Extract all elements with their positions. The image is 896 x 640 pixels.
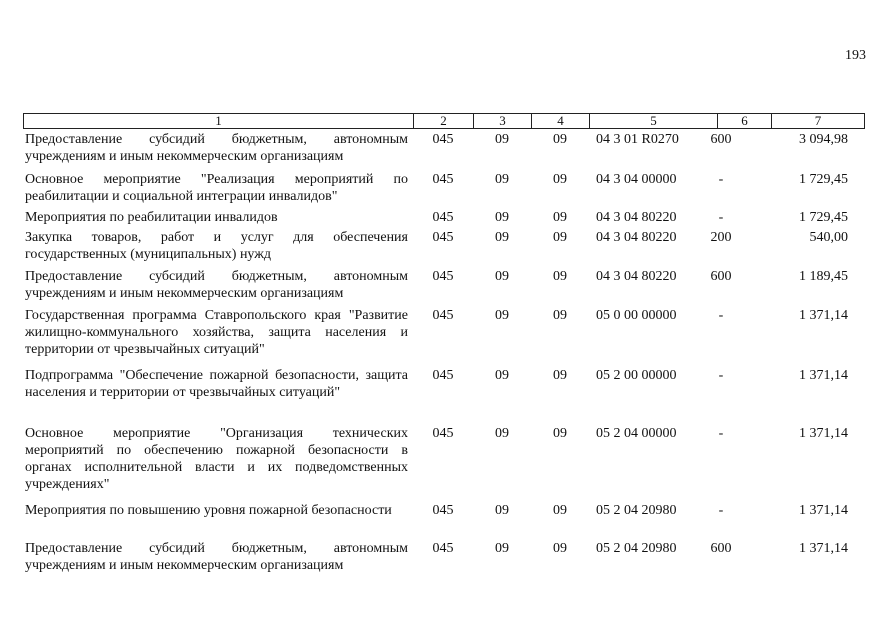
- row-col3: 09: [495, 426, 509, 441]
- row-col4: 09: [553, 172, 567, 187]
- row-col7: 540,00: [809, 230, 848, 245]
- row-col2: 045: [432, 308, 454, 323]
- row-col3: 09: [495, 541, 509, 556]
- row-col6: -: [718, 210, 724, 225]
- row-col5: 04 3 01 R0270: [596, 132, 679, 147]
- row-col7: 1 371,14: [799, 503, 848, 518]
- row-name: Предоставление субсидий бюджетным, автономным учреждениям и иным некоммерческим организациям: [25, 269, 408, 301]
- row-col2: 045: [432, 269, 454, 284]
- row-name: Закупка товаров, работ и услуг для обеспечения государственных (муниципальных) нужд: [25, 230, 408, 262]
- row-col5: 05 2 04 00000: [596, 426, 677, 441]
- header-cell-2: 2: [414, 114, 474, 128]
- row-col4: 09: [553, 308, 567, 323]
- row-col4: 09: [553, 230, 567, 245]
- header-cell-5: 5: [590, 114, 718, 128]
- row-col7: 1 371,14: [799, 368, 848, 383]
- row-col7: 1 729,45: [799, 172, 848, 187]
- row-name: Предоставление субсидий бюджетным, автономным учреждениям и иным некоммерческим организациям: [25, 541, 408, 573]
- row-col4: 09: [553, 132, 567, 147]
- row-col5: 04 3 04 80220: [596, 230, 677, 245]
- row-col3: 09: [495, 210, 509, 225]
- row-col7: 1 189,45: [799, 269, 848, 284]
- row-name: Основное мероприятие "Организация технических мероприятий по обеспечению пожарной безопасности в органах исполнительной власти и их подведомственных учреждениях": [25, 426, 408, 492]
- row-col4: 09: [553, 541, 567, 556]
- header-cell-7: 7: [814, 113, 822, 128]
- row-col7: 1 371,14: [799, 308, 848, 323]
- row-col4: 09: [553, 269, 567, 284]
- row-col2: 045: [432, 426, 454, 441]
- row-col2: 045: [432, 368, 454, 383]
- row-col6: 200: [710, 230, 732, 245]
- row-name: Мероприятия по повышению уровня пожарной безопасности: [25, 503, 392, 518]
- row-col6: 600: [710, 541, 732, 556]
- row-col5: 05 2 04 20980: [596, 541, 677, 556]
- row-col6: -: [718, 368, 724, 383]
- row-col5: 05 2 04 20980: [596, 503, 677, 518]
- row-col3: 09: [495, 503, 509, 518]
- row-name: Предоставление субсидий бюджетным, автономным учреждениям и иным некоммерческим организациям: [25, 132, 408, 164]
- row-col3: 09: [495, 132, 509, 147]
- header-cell-4: 4: [532, 114, 590, 128]
- row-col4: 09: [553, 426, 567, 441]
- row-name: Основное мероприятие "Реализация мероприятий по реабилитации и социальной интеграции инвалидов": [25, 172, 408, 204]
- row-col4: 09: [553, 210, 567, 225]
- row-col2: 045: [432, 132, 454, 147]
- row-col6: 600: [710, 132, 732, 147]
- row-col2: 045: [432, 541, 454, 556]
- row-col4: 09: [553, 503, 567, 518]
- row-col6: -: [718, 503, 724, 518]
- row-col3: 09: [495, 172, 509, 187]
- row-col6: -: [718, 308, 724, 323]
- row-name: Мероприятия по реабилитации инвалидов: [25, 210, 278, 225]
- row-col7: 3 094,98: [799, 132, 848, 147]
- row-col5: 05 0 00 00000: [596, 308, 677, 323]
- row-col3: 09: [495, 368, 509, 383]
- row-col6: 600: [710, 269, 732, 284]
- row-col5: 04 3 04 80220: [596, 210, 677, 225]
- row-col2: 045: [432, 172, 454, 187]
- row-col4: 09: [553, 368, 567, 383]
- row-col7: 1 371,14: [799, 541, 848, 556]
- row-col2: 045: [432, 230, 454, 245]
- row-col6: -: [718, 172, 724, 187]
- header-cell-3: 3: [474, 114, 532, 128]
- row-col3: 09: [495, 230, 509, 245]
- row-col2: 045: [432, 503, 454, 518]
- row-col3: 09: [495, 269, 509, 284]
- table-header: [23, 113, 865, 129]
- row-col6: -: [718, 426, 724, 441]
- row-col7: 1 729,45: [799, 210, 848, 225]
- row-name: Подпрограмма "Обеспечение пожарной безопасности, защита населения и территории от чрезвычайных ситуаций": [25, 368, 408, 400]
- row-col2: 045: [432, 210, 454, 225]
- header-cell-1: 1: [24, 114, 414, 128]
- row-col5: 04 3 04 00000: [596, 172, 677, 187]
- row-col5: 04 3 04 80220: [596, 269, 677, 284]
- row-col3: 09: [495, 308, 509, 323]
- page-number: 193: [845, 48, 866, 63]
- row-col7: 1 371,14: [799, 426, 848, 441]
- row-col5: 05 2 00 00000: [596, 368, 677, 383]
- header-cell-6: 6: [718, 114, 772, 128]
- row-name: Государственная программа Ставропольского края "Развитие жилищно-коммунального хозяйства, защита населения и территории от чрезвычайных ситуаций": [25, 308, 408, 357]
